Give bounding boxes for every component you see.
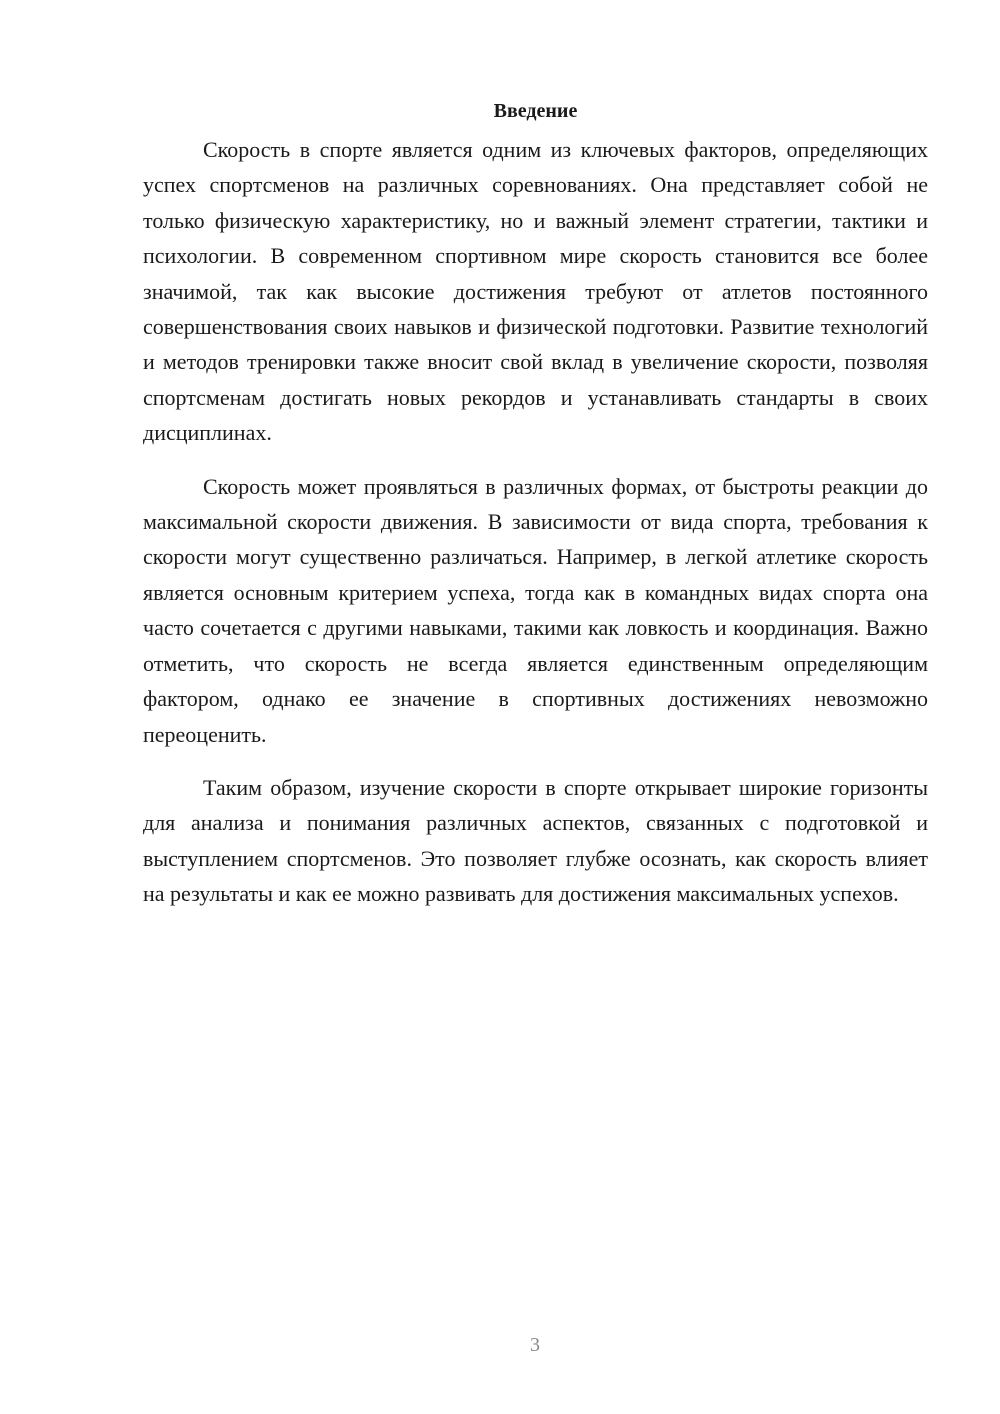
page-number: 3	[530, 1334, 540, 1356]
paragraph-2: Скорость может проявляться в различных формах, от быстроты реакции до максимальной скорости движения. В зависимости от вида спорта, требования к скорости могут существенно различаться. Например, в легкой атлетике скорость является основным критерием успеха, тогда как в командных видах спорта она часто сочетается с другими навыками, такими как ловкость и координация. Важно отметить, что скорость не всегда является единственным определяющим фактором, однако ее значение в спортивных достижениях невозможно переоценить.	[143, 473, 928, 747]
paragraph-3: Таким образом, изучение скорости в спорте открывает широкие горизонты для анализа и понимания различных аспектов, связанных с подготовкой и выступлением спортсменов. Это позволяет глубже осознать, как скорость влияет на результаты и как ее можно развивать для достижения максимальных успехов.	[143, 774, 928, 907]
paragraph-1: Скорость в спорте является одним из ключевых факторов, определяющих успех спортсменов на различных соревнованиях. Она представляет собой не только физическую характеристику, но и важный элемент стратегии, тактики и психологии. В современном спортивном мире скорость становится все более значимой, так как высокие достижения требуют от атлетов постоянного совершенствования своих навыков и физической подготовки. Развитие технологий и методов тренировки также вносит свой вклад в увеличение скорости, позволяя спортсменам достигать новых рекордов и устанавливать стандарты в своих дисциплинах.	[143, 137, 928, 446]
section-heading: Введение	[493, 100, 578, 122]
page-content	[143, 96, 928, 930]
